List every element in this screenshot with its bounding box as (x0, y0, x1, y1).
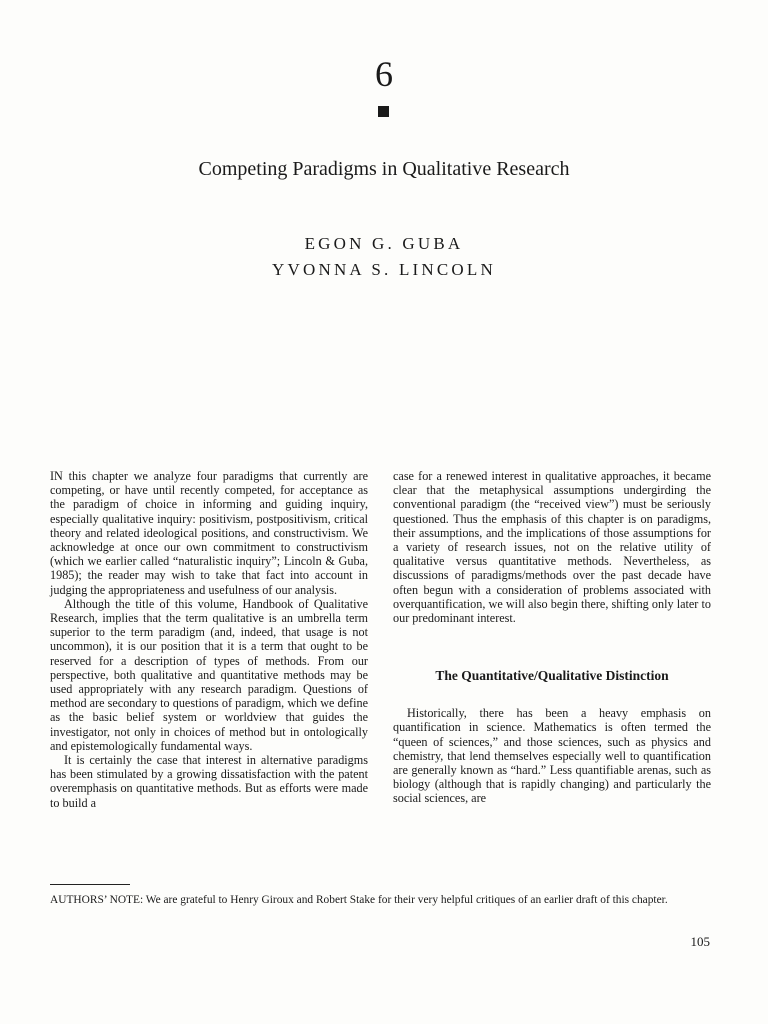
author-name: EGON G. GUBA (304, 234, 464, 253)
body-paragraph: It is certainly the case that interest in alternative paradigms has been stimulated by a growing dissatisfaction with the patent overemphasis on quantitative methods. But as efforts were made to build a (50, 753, 368, 810)
author-name: YVONNA S. LINCOLN (272, 260, 496, 279)
right-text-column (393, 469, 711, 806)
left-text-column (50, 469, 368, 810)
body-paragraph: Although the title of this volume, Handbook of Qualitative Research, implies that the term qualitative is an umbrella term superior to the term paradigm (and, indeed, that usage is not uncommon), it is our position that it is a term that ought to be reserved for a description of types of methods. From our perspective, both qualitative and quantitative methods may be used appropriately with any research paradigm. Questions of method are secondary to questions of paradigm, which we define as the basic belief system or worldview that guides the investigator, not only in choices of method but in ontologically and epistemologically fundamental ways. (50, 596, 368, 753)
chapter-number: 6 (375, 54, 393, 94)
chapter-square-mark (378, 106, 389, 117)
author-list (0, 231, 768, 283)
section-heading: The Quantitative/Qualitative Distinction (435, 668, 669, 684)
footnote-divider (50, 884, 130, 885)
page-number: 105 (690, 934, 710, 949)
body-paragraph: Historically, there has been a heavy emphasis on quantification in science. Mathematics is often termed the “queen of sciences,” and those sciences, such as physics and chemistry, that lend themselves especially well to quantification are generally known as “hard.” Less quantifiable arenas, such as biology (although that is rapidly changing) and particularly the social sciences, are (393, 706, 711, 806)
body-paragraph: case for a renewed interest in qualitative approaches, it became clear that the metaphysical assumptions undergirding the conventional paradigm (the “received view”) must be seriously questioned. Thus the emphasis of this chapter is on paradigms, their assumptions, and the implications of those assumptions for a variety of research issues, not on the relative utility of qualitative versus quantitative methods. Nevertheless, as discussions of paradigms/methods over the past decade have often begun with a consideration of problems associated with overquantification, we will also begin there, shifting only later to our predominant interest. (393, 469, 711, 626)
body-paragraph: IN this chapter we analyze four paradigms that currently are competing, or have until recently competed, for acceptance as the paradigm of choice in informing and guiding inquiry, especially qualitative inquiry: positivism, postpositivism, critical theory and related ideological positions, and constructivism. We acknowledge at once our own commitment to constructivism (which we earlier called “naturalistic inquiry”; Lincoln & Guba, 1985); the reader may wish to take that fact into account in judging the appropriateness and usefulness of our analysis. (50, 469, 368, 597)
authors-note-footnote: AUTHORS’ NOTE: We are grateful to Henry Giroux and Robert Stake for their very helpful critiques of an earlier draft of this chapter. (50, 894, 668, 906)
chapter-title: Competing Paradigms in Qualitative Research (198, 158, 570, 180)
